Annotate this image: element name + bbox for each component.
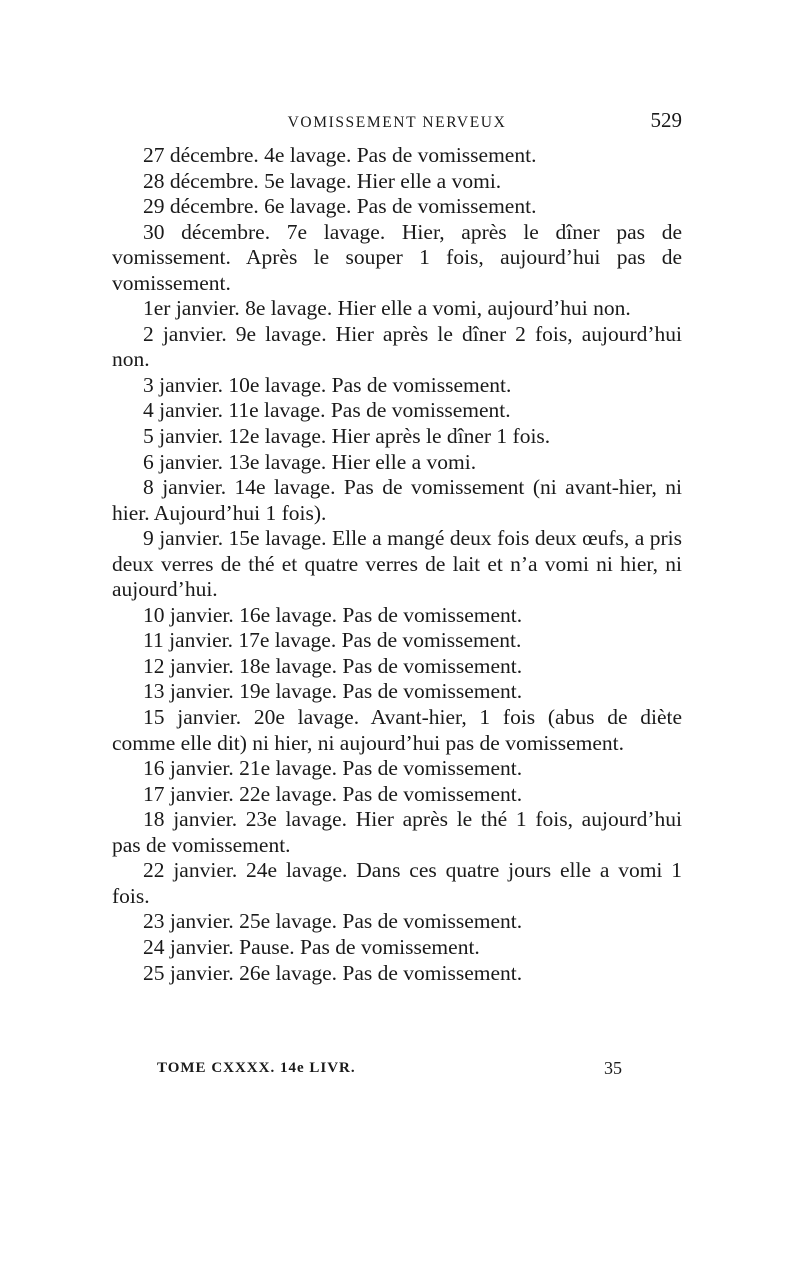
running-title: VOMISSEMENT NERVEUX — [287, 114, 507, 131]
running-header — [112, 108, 682, 138]
signature-mark: TOME CXXXX. 14e LIVR. — [157, 1060, 356, 1076]
paragraph: 8 janvier. 14e lavage. Pas de vomissement (ni avant-hier, ni hier. Aujourd’hui 1 fois). — [112, 475, 682, 525]
paragraph: 2 janvier. 9e lavage. Hier après le dîner 2 fois, aujourd’hui non. — [112, 321, 682, 372]
paragraph: 11 janvier. 17e lavage. Pas de vomissement. — [143, 628, 522, 653]
paragraph: 27 décembre. 4e lavage. Pas de vomissement. — [143, 143, 537, 167]
paragraph: 29 décembre. 6e lavage. Pas de vomissement. — [143, 194, 537, 219]
paragraph: 23 janvier. 25e lavage. Pas de vomissement. — [143, 909, 523, 934]
paragraph: 10 janvier. 16e lavage. Pas de vomissement. — [143, 602, 523, 627]
paragraph: 24 janvier. Pause. Pas de vomissement. — [143, 934, 480, 959]
paragraph: 17 janvier. 22e lavage. Pas de vomissement. — [143, 781, 523, 806]
paragraph: 25 janvier. 26e lavage. Pas de vomissement. — [143, 960, 523, 985]
paragraph: 6 janvier. 13e lavage. Hier elle a vomi. — [143, 449, 477, 474]
page-number: 529 — [650, 108, 682, 132]
page-footer — [112, 1060, 622, 1088]
signature-number: 35 — [604, 1058, 622, 1078]
paragraph: 12 janvier. 18e lavage. Pas de vomissement. — [143, 653, 523, 678]
paragraph: 3 janvier. 10e lavage. Pas de vomissement. — [143, 372, 512, 397]
paragraph: 15 janvier. 20e lavage. Avant-hier, 1 fois (abus de diète comme elle dit) ni hier, ni aujourd’hui pas de vomissement. — [112, 705, 682, 755]
paragraph: 4 janvier. 11e lavage. Pas de vomissement. — [143, 398, 511, 423]
body-text — [112, 143, 682, 986]
paragraph: 5 janvier. 12e lavage. Hier après le dîner 1 fois. — [143, 424, 551, 449]
paragraph: 18 janvier. 23e lavage. Hier après le thé 1 fois, aujourd’hui pas de vomissement. — [112, 807, 682, 857]
paragraph: 28 décembre. 5e lavage. Hier elle a vomi. — [143, 168, 502, 193]
paragraph: 22 janvier. 24e lavage. Dans ces quatre jours elle a vomi 1 fois. — [112, 858, 682, 908]
paragraph: 1er janvier. 8e lavage. Hier elle a vomi, aujourd’hui non. — [143, 296, 631, 321]
paragraph: 13 janvier. 19e lavage. Pas de vomissement. — [143, 679, 523, 704]
paragraph: 9 janvier. 15e lavage. Elle a mangé deux fois deux œufs, a pris deux verres de thé et quatre verres de lait et n’a vomi ni hier, ni aujourd’hui. — [112, 526, 682, 602]
paragraph: 16 janvier. 21e lavage. Pas de vomissement. — [143, 756, 523, 781]
paragraph: 30 décembre. 7e lavage. Hier, après le dîner pas de vomissement. Après le souper 1 fois, aujourd’hui pas de vomissement. — [112, 219, 682, 295]
